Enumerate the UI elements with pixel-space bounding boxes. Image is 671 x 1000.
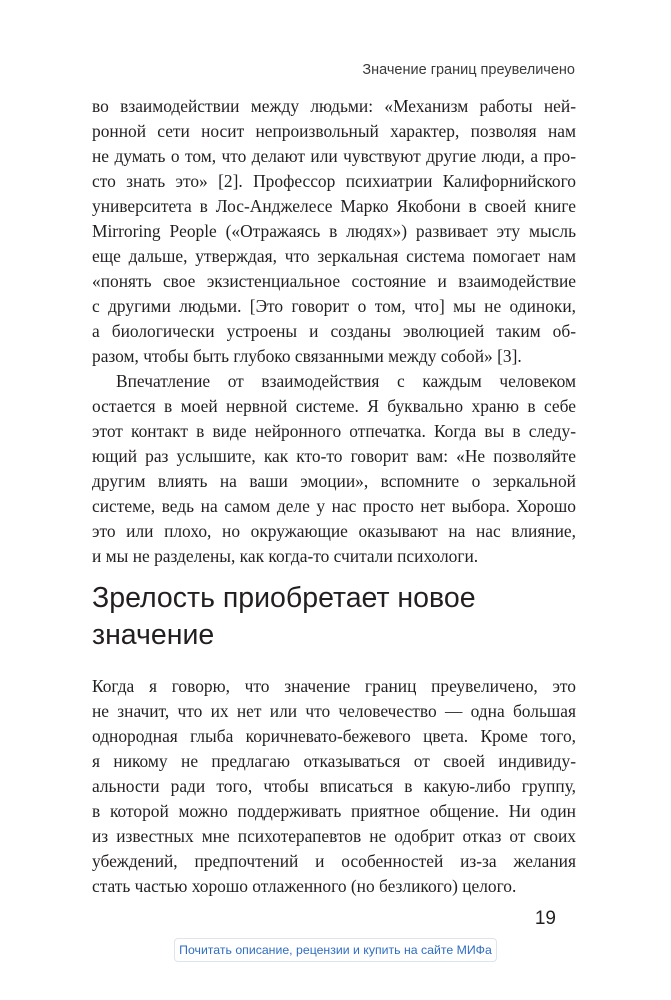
text-line: не думать о том, что делают или чувствуют другие люди, а про- bbox=[92, 146, 576, 166]
text-line: стать частью хорошо отлаженного (но безликого) целого. bbox=[92, 876, 517, 896]
text-line: сто знать это» [2]. Профессор психиатрии Калифорнийского bbox=[92, 171, 576, 191]
text-line: еще дальше, утверждая, что зеркальная система помогает нам bbox=[92, 246, 576, 266]
text-line: Mirroring People («Отражаясь в людях») развивает эту мысль bbox=[92, 221, 576, 241]
text-line: «понять свое экзистенциальное состояние и взаимодействие bbox=[92, 271, 576, 291]
text-line: а биологически устроены и созданы эволюцией таким об- bbox=[92, 321, 576, 341]
text-line: ющий раз услышите, как кто-то говорит вам: «Не позволяйте bbox=[92, 446, 576, 466]
page-number: 19 bbox=[534, 908, 556, 929]
running-header: Значение границ преувеличено bbox=[362, 62, 575, 78]
text-line: остается в моей нервной системе. Я буквально храню в себе bbox=[92, 396, 576, 416]
text-line: Когда я говорю, что значение границ преувеличено, это bbox=[92, 676, 576, 696]
text-line: с другими людьми. [Это говорит о том, что] мы не одиноки, bbox=[92, 296, 576, 316]
text-line: не значит, что их нет или что человечество — одна большая bbox=[92, 701, 576, 721]
text-line: ронной сети носит непроизвольный характер, позволяя нам bbox=[92, 121, 576, 141]
text-line: разом, чтобы быть глубоко связанными между собой» [3]. bbox=[92, 346, 522, 366]
text-line: в которой можно поддерживать приятное общение. Ни один bbox=[92, 801, 576, 821]
text-line: из известных мне психотерапевтов не одобрит отказ от своих bbox=[92, 826, 576, 846]
text-line: альности ради того, чтобы вписаться в какую-либо группу, bbox=[92, 776, 576, 796]
text-line: убеждений, предпочтений и особенностей из-за желания bbox=[92, 851, 576, 871]
section-title-line: Зрелость приобретает новое bbox=[92, 582, 476, 614]
text-line: во взаимодействии между людьми: «Механизм работы ней- bbox=[92, 96, 576, 116]
text-line: и мы не разделены, как когда-то считали психологи. bbox=[92, 546, 479, 566]
section-title-line: значение bbox=[92, 619, 215, 651]
text-line: другим влиять на ваши эмоции», вспомните о зеркальной bbox=[92, 471, 576, 491]
text-line: Впечатление от взаимодействия с каждым человеком bbox=[116, 371, 576, 391]
text-line: это или плохо, но окружающие оказывают на нас влияние, bbox=[92, 521, 576, 541]
text-line: системе, ведь на самом деле у нас просто нет выбора. Хорошо bbox=[92, 496, 576, 516]
text-line: университета в Лос-Анджелесе Марко Якобони в своей книге bbox=[92, 196, 576, 216]
text-line: этот контакт в виде нейронного отпечатка. Когда вы в следу- bbox=[92, 421, 576, 441]
buy-on-mif-link[interactable]: Почитать описание, рецензии и купить на сайте МИФа bbox=[174, 938, 497, 962]
text-line: я никому не предлагаю отказываться от своей индивиду- bbox=[92, 751, 576, 771]
text-line: однородная глыба коричневато-бежевого цвета. Кроме того, bbox=[92, 726, 576, 746]
